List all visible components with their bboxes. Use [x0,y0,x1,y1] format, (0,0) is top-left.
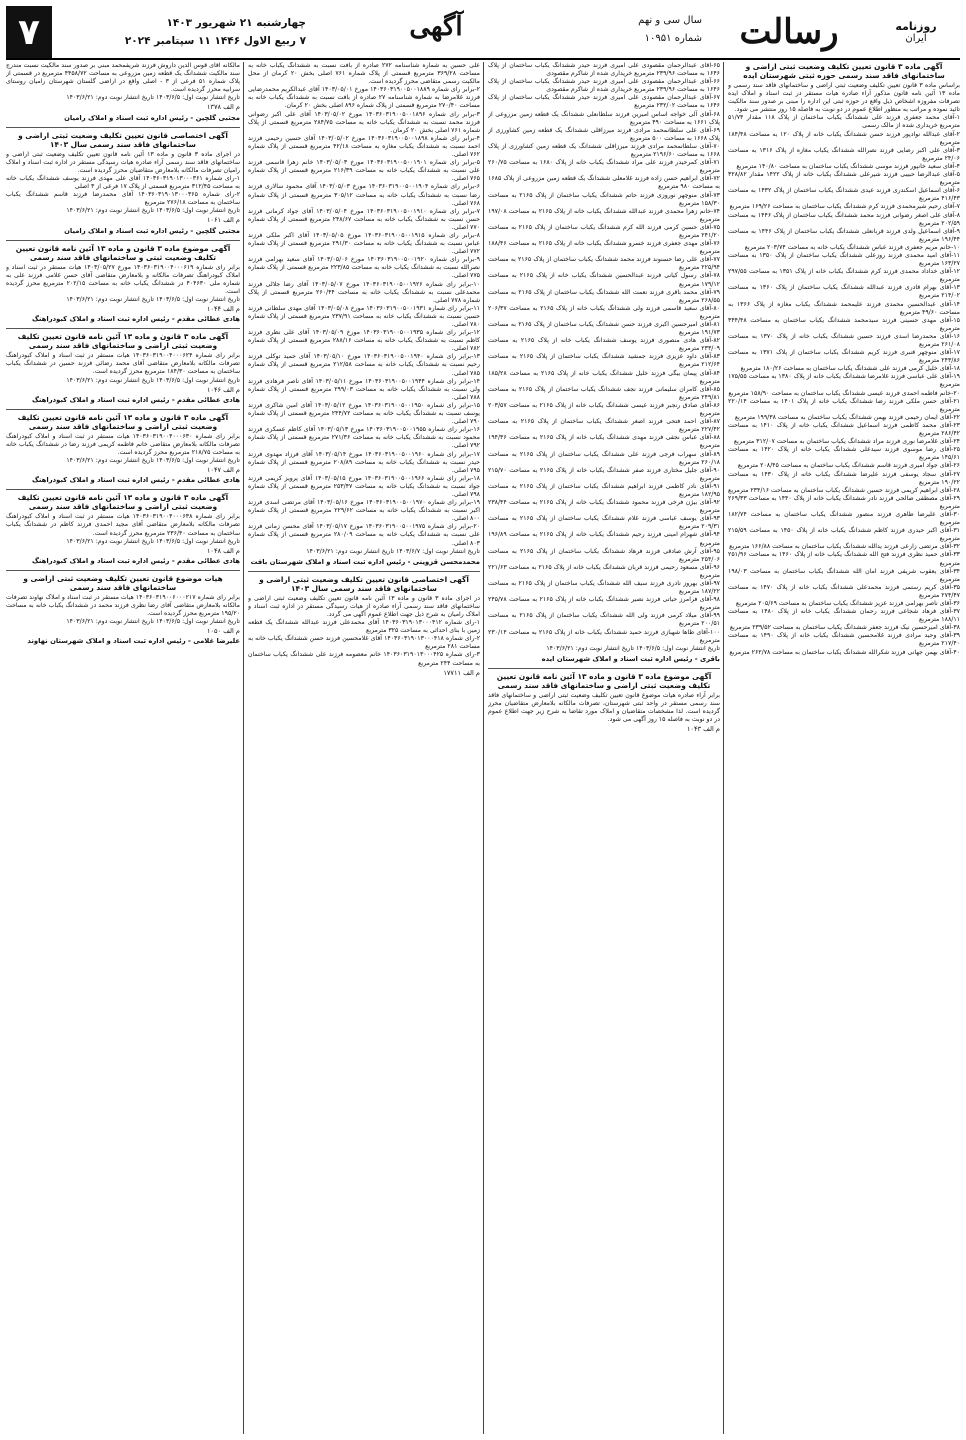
logo-line2: ایران [905,33,927,44]
list-item: ۳-رای شماره ۱۴۰۳۶۰۳۱۹۰۱۳۰۰۰۴۲۵ خانم معصومه فرزند علی ششدانگ یکباب ساختمان به مساحت ۲۴۴ مترمربع [248,651,480,667]
date-persian: چهارشنبه ۲۱ شهریور ۱۴۰۳ [166,17,306,29]
list-item: ۱۰-خانم مریم جعفری فرزند عباس ششدانگ یکباب خانه به مساحت ۲۰۳/۷۴ مترمربع [744,243,960,251]
ad-code: م الف ۱۰۴۶ [206,385,240,394]
divider [6,328,240,329]
ad-block [6,413,240,485]
column-1 [728,62,960,1434]
ad-body: در اجرای ماده ۳ قانون و ماده ۱۳ آئین نامه قانون تعیین تکلیف وضعیت ثبتی اراضی و ساختمانهای فاقد سند رسمی آراء صادره از هیات رسیدگی مستقر در اداره ثبت اسناد و املاک رامیان به شرح ذیل جهت اطلاع عموم آگهی می گردد. [248,594,480,618]
column-rule [483,62,484,1434]
list-item: ۷۵-آقای حسین کرمی فرزند الله کرم ششدانگ یکباب ساختمان از پلاک ۲۱۶۵ به مساحت ۲۴۱/۲۰ مترمربع [488,223,720,239]
list-item: ۸۹-آقای سهراب فرجی فرزند علی ششدانگ یکباب ساختمان از پلاک ۲۱۶۵ به مساحت ۲۶۰/۱۸ مترمربع [488,450,720,466]
entry-list [488,62,720,645]
list-item: ۱۵-برابر رای شماره ۱۴۰۳۶۰۳۱۹۰۰۵۰۰۱۹۵۰ مورخ ۱۴۰۳/۰۵/۱۲ آقای امین شاکری فرزند یوسف نسبت به ششدانگ یکباب خانه به مساحت ۲۴۴/۷۲ مترمربع قسمتی از پلاک شماره ۷۹۰ اصلی. [248,401,480,426]
column-4 [6,62,240,1434]
ad-body: مالکانه آقای قوس الدین داروش فرزند شریفمحمد مبنی بر صدور سند مالکیت نسبت مندرج سند مالکیت ششدانگ یک قطعه زمین مزروعی به مساحت ۴۴۵۸/۷۲ مترمربع در قسمتی از پلاک شماره ۵۱ فرعی از ۳ - اصلی واقع در اراضی گلستان شهرستان رامیان روستای سرابیه محرز گردیده است. [6,62,240,94]
list-item: ۹-آقای اسماعیل ولدی فرزند قربانعلی ششدانگ یکباب ساختمان از پلاک ۱۴۴۶ به مساحت ۱۹۶/۴۴ مترمربع [728,227,960,243]
list-item: ۲۰-خانم فاطمه احمدی فرزند عیسی ششدانگ یکباب ساختمان به مساحت ۱۵۸/۹۰ مترمربع [728,389,960,397]
section-title: آگهی [409,12,463,42]
ad-signature: هادی عطائی مقدم - رئیس اداره ثبت اسناد و املاک کبودراهنگ [31,556,240,565]
ad-title: آگهی ماده ۳ قانون و ماده ۱۳ آئین نامه قانون تعیین تکلیف وضعیت ثبتی اراضی و ساختمانهای فاقد سند رسمی [17,493,229,512]
list-item: ۲۷-آقای سجاد یوسفی فرزند علیرضا ششدانگ یکباب خانه از پلاک ۱۴۳۰ به مساحت ۱۹۰/۲۲ مترمربع [728,470,960,486]
ad-title: آگهی ماده ۳ قانون و ماده ۱۳ آئین نامه قانون تعیین تکلیف وضعیت ثبتی اراضی و ساختمانهای فاقد سند رسمی [17,332,229,351]
divider [6,240,240,241]
ad-title: هیات موضوع قانون تعیین تکلیف وضعیت ثبتی اراضی و ساختمانهای فاقد سند رسمی [23,573,223,592]
entry-list [6,175,240,207]
list-item: ۹۳-آقای یوسف عباسی فرزند غلام ششدانگ یکباب ساختمان از پلاک ۲۱۶۵ به مساحت ۲۰۹/۳۱ مترمربع [488,515,720,531]
list-item: ۸-برابر رای شماره ۱۴۰۳۶۰۳۱۹۰۰۵۰۰۱۹۱۵ مورخ ۱۴۰۳/۰۵/۰۵ آقای اکبر ملکی فرزند عباس نسبت به ششدانگ یکباب خانه به مساحت ۲۹۱/۳۰ مترمربع قسمتی از پلاک شماره ۷۷۲ اصلی. [248,231,480,256]
column-2 [488,62,720,1434]
page-number: ۷ [6,6,52,58]
list-item: ۸۶-آقای صادق رنجبر فرزند عیسی ششدانگ یکباب خانه از پلاک ۲۱۶۵ به مساحت ۲۰۳/۵۷ مترمربع [488,401,720,418]
entry-list [728,114,960,656]
list-item: ۷-آقای رحیم شیرمحمدی فرزند کرم ششدانگ یکباب ساختمان به مساحت ۱۶۹/۲۶ مترمربع [729,203,960,211]
list-item: ۲۰-برابر رای شماره ۱۴۰۳۶۰۳۱۹۰۰۵۰۰۱۹۷۵ مورخ ۱۴۰۳/۰۵/۱۷ آقای محسن زمانی فرزند علی نسبت به ششدانگ یکباب خانه به مساحت ۲۸۰/۰۹ مترمربع قسمتی از پلاک شماره ۸۰۳ اصلی. [248,523,480,547]
list-item: ۹-برابر رای شماره ۱۴۰۳۶۰۳۱۹۰۰۵۰۰۱۹۲۰ مورخ ۱۴۰۳/۰۵/۰۶ آقای سعید بهرامی فرزند نصرالله نسبت به ششدانگ یکباب خانه به مساحت ۲۲۳/۸۵ مترمربع قسمتی از پلاک شماره ۷۷۵ اصلی. [248,256,480,280]
list-item: ۱۸-برابر رای شماره ۱۴۰۳۶۰۳۱۹۰۰۵۰۰۱۹۶۶ مورخ ۱۴۰۳/۰۵/۱۵ آقای پرویز کریمی فرزند جواد نسبت به ششدانگ یکباب خانه به مساحت ۲۵۳/۴۷ مترمربع قسمتی از پلاک شماره ۷۹۸ اصلی. [248,474,480,498]
ad-signature: هادی عطائی مقدم - رئیس اداره ثبت اسناد و املاک کبودراهنگ [31,476,240,485]
ad-signature: محمدمحسن قزوینی - رئیس اداره ثبت اسناد و املاک شهرستان بافت [250,557,480,566]
list-item: ۱۹-برابر رای شماره ۱۴۰۳۶۰۳۱۹۰۰۵۰۰۱۹۷۰ مورخ ۱۴۰۳/۰۵/۱۶ آقای مرتضی اسدی فرزند اکبر نسبت به ششدانگ یکباب خانه به مساحت ۲۲۹/۶۲ مترمربع قسمتی از پلاک شماره ۸۰۰ اصلی. [248,499,480,523]
ad-block [488,672,720,733]
list-item: ۱-رای شماره ۱۴۰۳۶۰۳۱۹۰۱۳۰۰۰۳۶۱ آقای علی مهدی فرزند یوسف ششدانگ یکباب خانه به مساحت ۳۱۲/۴۵ مترمربع قسمتی از پلاک ۱۷ فرعی از ۳ اصلی [6,174,240,191]
ad-signature: علیرضا غلامی - رئیس اداره ثبت اسناد و املاک شهرستان نهاوند [27,637,240,646]
entry-list [248,619,480,668]
list-item: ۲۵-آقای رضا موسوی فرزند سیدعلی ششدانگ یکباب خانه از پلاک ۱۴۲۰ به مساحت ۱۴۵/۶۱ مترمربع [728,446,960,462]
list-item: ۸۲-آقای هادی منصوری فرزند یوسف ششدانگ یکباب خانه از پلاک ۲۱۶۵ به مساحت ۲۳۳/۰۹ مترمربع [488,337,720,353]
list-item: ۶۶-آقای عبدالرحمان مقصودی علی امیری فرزند حیدر ششدانگ یکباب ساختمان از پلاک ۱۶۴۶ به مساحت ۲۳۹/۹۶ مترمربع خریداری شده از شاکرم مقصودی [488,78,720,94]
list-item: ۷۶-آقای مهدی جعفری فرزند خسرو ششدانگ یکباب خانه از پلاک ۲۱۶۵ به مساحت ۱۸۸/۴۶ مترمربع [488,240,720,256]
ad-body: برابر آراء صادره هیات موضوع قانون تعیین تکلیف وضعیت ثبتی اراضی و ساختمانهای فاقد سند رسمی مستقر در واحد ثبتی شهرستان، تصرفات مالکانه بلامعارض متقاضیان محرز گردیده است. لذا مشخصات متقاضیان و املاک مورد تقاضا به شرح زیر جهت اطلاع عموم در دو نوبت به فاصله ۱۵ روز آگهی می شود. [488,691,720,724]
list-item: ۸۷-آقای احمد فتحی فرزند اصغر ششدانگ یکباب ساختمان از پلاک ۲۱۶۵ به مساحت ۲۲۷/۴۲ مترمربع [488,418,720,434]
list-item: ۹۰-آقای جلیل مختاری فرزند صفر ششدانگ یکباب خانه از پلاک ۲۱۶۵ به مساحت ۲۱۵/۷۰ مترمربع [488,466,720,482]
list-item: ۶-آقای اسماعیل اسکندری فرزند عیدی ششدانگ یکباب ساختمان از پلاک ۱۴۳۲ به مساحت ۴۱۶/۴۳ مترمربع [728,187,960,203]
list-item: ۸۵-آقای کامران سلیمانی فرزند نجف ششدانگ یکباب ساختمان از پلاک ۲۱۶۵ به مساحت ۲۴۹/۸۱ مترمربع [488,385,720,401]
ad-code: م الف ۱۰۵۰ [206,627,240,636]
list-item: ۲۲-آقای ایمان رحیمی فرزند بهمن ششدانگ یکباب ساختمان به مساحت ۱۹۹/۳۸ مترمربع [734,413,960,421]
ad-dates: تاریخ انتشار نوبت اول: ۱۴۰۳/۶/۵ تاریخ انتشار نوبت دوم: ۱۴۰۳/۶/۲۱ [66,376,240,384]
ad-dates: تاریخ انتشار نوبت اول: ۱۴۰۳/۶/۵ تاریخ انتشار نوبت دوم: ۱۴۰۳/۶/۲۱ [66,618,240,626]
list-item: ۲۹-آقای مصطفی صالحی فرزند نادر ششدانگ یکباب خانه از پلاک ۱۴۴۰ به مساحت ۲۶۹/۳۳ مترمربع [728,494,960,510]
list-item: ۱۲-برابر رای شماره ۱۴۰۳۶۰۳۱۹۰۰۵۰۰۱۹۳۵ مورخ ۱۴۰۳/۰۵/۰۹ آقای علی نظری فرزند کاظم نسبت به ششدانگ یکباب خانه به مساحت ۲۸۸/۱۶ مترمربع قسمتی از پلاک شماره ۷۸۲ اصلی. [248,329,480,353]
list-item: ۴۰-آقای بهمن جهانی فرزند شکرالله ششدانگ یکباب ساختمان به مساحت ۲۶۲/۷۸ مترمربع [729,648,960,656]
ad-block [488,62,720,663]
ad-body: برابر رای شماره ۱۴۰۳۶۰۳۱۹۰۰۴۰۰۰۶۱۹ مورخ ۱۴۰۳/۰۵/۲۷ هیات مستقر در ثبت اسناد و املاک کبودراهنگ تصرفات مالکانه و بلامعارض متقاضی آقای حسن غلامی فرزند علی به شماره ملی ۴۰۴۶۳۰ در ششدانگ یکباب خانه به مساحت ۲۰۲/۱۵ مترمربع محرز گردیده است. [6,263,240,295]
ad-code: م الف ۱۳۷۸ [206,103,240,112]
list-item: ۱۷-آقای منوچهر قنبری فرزند کریم ششدانگ یکباب ساختمان از پلاک ۱۳۷۱ به مساحت ۲۴۳/۸۶ مترمربع [728,349,960,365]
column-rule [723,62,724,1434]
list-item: ۸۱-آقای امیرحسین اکبری فرزند حسن ششدانگ یکباب ساختمان از پلاک ۲۱۶۵ به مساحت ۱۹۱/۷۳ مترمربع [488,321,720,337]
masthead-logo: رسالت [739,12,839,52]
issue-date [56,14,306,50]
ad-dates: تاریخ انتشار نوبت اول: ۱۴۰۳/۶/۵ تاریخ انتشار نوبت دوم: ۱۴۰۳/۶/۲۱ [66,457,240,465]
list-item: ۱۹-آقای علی عباسی فرزند غلامرضا ششدانگ یکباب خانه از پلاک ۱۳۸۰ به مساحت ۱۷۵/۵۵ مترمربع [728,373,960,389]
list-item: ۹۴-آقای شهرام امینی فرزند رحیم ششدانگ یکباب خانه از پلاک ۲۱۶۵ به مساحت ۱۹۶/۸۹ مترمربع [488,531,720,547]
ad-block [248,575,480,677]
ad-body: برابر رای شماره ۱۴۰۳۶۰۳۱۹۰۰۴۰۰۰۶۳۰ هیات مستقر در ثبت اسناد و املاک کبودراهنگ تصرفات مالکانه بلامعارض متقاضی خانم فاطمه کریمی فرزند رضا در ششدانگ یکباب خانه به مساحت ۲۱۸/۷۵ مترمربع محرز گردیده است. [6,432,240,456]
divider [6,409,240,410]
list-item: ۶۷-آقای عبدالرحمان مقصودی علی امیری فرزند حیدر ششدانگ یکباب ساختمان از پلاک ۱۶۴۶ به مساحت ۲۳۲/۰۲ مترمربع [488,94,720,110]
list-item: ۷۸-آقای رسول کیانی فرزند عبدالحسین ششدانگ یکباب خانه از پلاک ۲۱۶۵ به مساحت ۱۷۹/۱۲ مترمربع [488,272,720,288]
list-item: ۱۶-آقای محمدرضا اسدی فرزند حسین ششدانگ یکباب خانه از پلاک ۱۳۷۰ به مساحت ۲۶۱/۰۸ مترمربع [728,332,960,348]
date-hijri-gregorian: ۷ ربیع الاول ۱۴۴۶ ۱۱ سپتامبر ۲۰۲۴ [124,35,306,47]
ad-code: م الف ۱۰۴۴ [206,305,240,314]
page-header [6,6,960,60]
ad-body: برابر رای شماره ۱۴۰۳۶۰۳۱۹۰۰۴۰۰۰۶۲۴ هیات مستقر در ثبت اسناد و املاک کبودراهنگ تصرفات مالکانه بلامعارض متقاضی آقای محمد رضائی فرزند حسین در ششدانگ یکباب ساختمان به مساحت ۱۸۴/۳۰ مترمربع محرز گردیده است. [6,352,240,376]
list-item: ۳۵-آقای کریم رستمی فرزند محمدعلی ششدانگ یکباب خانه از پلاک ۱۴۷۰ به مساحت ۲۷۴/۴۷ مترمربع [728,583,960,599]
list-item: ۱-رای شماره ۱۴۰۳۶۰۳۱۹۰۱۳۰۰۰۴۱۲ آقای محمدعلی فرزند عبدالله ششدانگ یک قطعه زمین با بنای احداثی به مساحت ۳۲۵ مترمربع [248,619,480,635]
list-item: ۳-آقای علی اکبر رضایی فرزند نصرالله ششدانگ یکباب مغازه از پلاک ۱۳۱۶ به مساحت ۲۴/۰۶ مترمربع [728,146,960,162]
list-item: ۹۵-آقای آرش صادقی فرزند فرهاد ششدانگ یکباب ساختمان از پلاک ۲۱۶۵ به مساحت ۲۵۴/۰۶ مترمربع [488,547,720,563]
list-item: ۲۳-آقای محمد کاظمی فرزند اسماعیل ششدانگ یکباب خانه از پلاک ۱۴۱۰ به مساحت ۲۸۶/۴۲ مترمربع [728,421,960,438]
ad-intro: براساس ماده ۳ قانون تعیین تکلیف وضعیت ثبتی اراضی و ساختمانهای فاقد سند رسمی و ماده ۱۳ آئین نامه قانون مذکور آراء صادره هیات مستقر در ثبت اسناد و املاک ایده تصرفات مفروزه اشخاص ذیل واقع در حوزه ثبتی این اداره را مبنی بر صدور سند مالکیت تائید نموده و مراتب به منظور اطلاع عموم در دو نوبت به فاصله ۱۵ روز منتشر می شود. [728,82,960,114]
list-item: ۷۳-آقای منوچهر نوروزی فرزند حاتم ششدانگ یکباب ساختمان از پلاک ۲۱۶۵ به مساحت ۱۵۸/۳۰ مترمربع [488,191,720,207]
list-item: ۹۱-آقای نادر کاظمی فرزند ابراهیم ششدانگ یکباب ساختمان از پلاک ۲۱۶۵ به مساحت ۱۸۲/۹۵ مترمربع [488,482,720,498]
divider [488,668,720,669]
ad-signature: باقری - رئیس اداره ثبت اسناد و املاک شهرستان ایده [541,654,720,663]
divider [6,570,240,571]
ad-title: آگهی موضوع ماده ۳ قانون و ماده ۱۳ آئین نامه قانون تعیین تکلیف وضعیت ثبتی اراضی و ساختمانهای فاقد سند رسمی [496,671,712,690]
list-item: ۴-برابر رای شماره ۱۴۰۳۶۰۳۱۹۰۰۵۰۰۱۸۹۸ مورخ ۱۴۰۳/۰۵/۰۲ آقای حسین رحیمی فرزند احمد نسبت به ششدانگ یکباب مغازه به مساحت ۴۲/۱۸ مترمربع قسمتی از پلاک شماره ۷۶۲ اصلی. [248,134,480,159]
ad-title: آگهی اختصاصی قانون تعیین تکلیف وضعیت ثبتی اراضی و ساختمانهای فاقد سند رسمی سال ۱۴۰۳ [18,130,228,149]
ad-code: م الف ۱۰۴۸ [206,546,240,555]
ad-dates: تاریخ انتشار نوبت اول: ۱۴۰۳/۶/۷ تاریخ انتشار نوبت دوم: ۱۴۰۳/۶/۲۱ [306,547,480,555]
list-item: ۱۷-برابر رای شماره ۱۴۰۳۶۰۳۱۹۰۰۵۰۰۱۹۶۰ مورخ ۱۴۰۳/۰۵/۱۴ آقای فرزاد مهدوی فرزند حیدر نسبت به ششدانگ یکباب خانه به مساحت ۲۰۸/۸۹ مترمربع قسمتی از پلاک شماره ۷۹۵ اصلی. [248,450,480,474]
list-item: ۱۶-برابر رای شماره ۱۴۰۳۶۰۳۱۹۰۰۵۰۰۱۹۵۵ مورخ ۱۴۰۳/۰۵/۱۳ آقای کاظم عسکری فرزند محمود نسبت به ششدانگ یکباب خانه به مساحت ۲۷۱/۳۶ مترمربع قسمتی از پلاک شماره ۷۹۲ اصلی. [248,426,480,450]
list-item: ۲۸-آقای ابراهیم کریمی فرزند حسین ششدانگ یکباب ساختمان به مساحت ۲۳۴/۱۶ مترمربع [728,486,960,494]
list-item: ۲-برابر رای شماره ۱۴۰۳۶۰۳۱۹۰۰۵۰۰۱۸۸۹ مورخ ۱۴۰۳/۰۵/۰۱ آقای عبدالکریم محمدرضایی فرزند غلامرضا به شماره شناسنامه ۲۷ صادره از بافت نسبت به ششدانگ یکباب خانه به مساحت ۲۷۰/۴۰ مترمربع قسمتی از پلاک شماره ۸۹۶ اصلی بخش ۲۰ کرمان. [248,86,480,110]
list-item: ۳۱-آقای اکبر حیدری فرزند کاظم ششدانگ یکباب خانه از پلاک ۱۴۵۰ به مساحت ۲۱۵/۵۹ مترمربع [728,527,960,543]
list-item: ۳-برابر رای شماره ۱۴۰۳۶۰۳۱۹۰۰۵۰۰۱۸۹۶ مورخ ۱۴۰۳/۰۵/۰۲ آقای علی اکبر رضوانی فرزند محمد نسبت به ششدانگ یکباب خانه به مساحت ۲۸۴/۷۵ مترمربع قسمتی از پلاک شماره ۷۶۱ اصلی بخش ۲۰ کرمان. [248,110,480,134]
column-rule [243,62,244,1434]
list-item: ۵-آقای عبدالرضا حبیبی فرزند شیرعلی ششدانگ یکباب خانه از پلاک ۱۴۲۲ مقدار ۳۲۸/۸۲ مترمربع [728,171,960,187]
list-item: ۱۸-آقای خلیل کرمی فرزند علی ششدانگ یکباب ساختمان به مساحت ۱۸۰/۲۶ مترمربع [740,365,960,373]
list-item: ۱۲-آقای خداداد محمدی فرزند کرم ششدانگ یکباب خانه از پلاک ۱۳۵۱ به مساحت ۲۹۷/۵۵ مترمربع [728,268,960,284]
ad-body: برابر رای شماره ۱۴۰۳۶۰۳۱۹۰۰۴۰۰۰۶۳۸ هیات مستقر در ثبت اسناد و املاک کبودراهنگ تصرفات مالکانه بلامعارض متقاضی آقای مجید احمدی فرزند کاظم در ششدانگ یکباب ساختمان به مساحت ۲۳۶/۴۰ مترمربع محرز گردیده است. [6,513,240,537]
list-item: ۳۴-آقای یعقوب شریفی فرزند امان الله ششدانگ یکباب ساختمان به مساحت ۱۹۸/۰۳ مترمربع [728,567,960,583]
list-item: ۶۸-آقای آلی خواجه اساس امیرین فرزند سلطانعلی ششدانگ یک قطعه زمین مزروعی از پلاک ۱۶۶۱ به مساحت ۴۹۰ مترمربع [488,110,720,126]
list-item: ۲-آقای عبدالله نوادپور فرزند حسن ششدانگ یکباب خانه از پلاک ۱۲۰ به مساحت ۱۸۴/۴۸ مترمربع [728,130,960,146]
list-item: ۳۹-آقای وحید مرادی فرزند غلامحسین ششدانگ یکباب خانه از پلاک ۱۴۹۰ به مساحت ۲۱۷/۴۰ مترمربع [728,632,960,648]
list-item: ۹۸-آقای فرامرز حیاتی فرزند نصیر ششدانگ یکباب خانه از پلاک ۲۱۶۵ به مساحت ۲۴۵/۷۸ مترمربع [488,596,720,612]
list-item: ۷۴-خانم زهرا محمدی فرزند عبدالله ششدانگ یکباب خانه از پلاک ۲۱۶۵ به مساحت ۱۹۷/۰۸ مترمربع [488,207,720,223]
list-item: ۸۰-آقای سعید قاسمی فرزند ولی ششدانگ یکباب خانه از پلاک ۲۱۶۵ به مساحت ۲۰۶/۳۷ مترمربع [488,304,720,320]
list-item: ۳۲-آقای مرتضی زارعی فرزند یدالله ششدانگ یکباب ساختمان به مساحت ۱۶۶/۸۸ مترمربع [729,543,960,551]
ad-title: آگهی ماده ۳ قانون تعیین تکلیف وضعیت ثبتی اراضی و ساختمانهای فاقد سند رسمی حوزه ثبتی شهرستان ایده [743,62,945,80]
list-item: ۷۷-آقای علی رضا حسنوند فرزند محمد ششدانگ یکباب ساختمان از پلاک ۲۱۶۵ به مساحت ۲۲۵/۹۴ مترمربع [488,256,720,272]
list-item: ۱۱-آقای امید محمدی فرزند روزعلی ششدانگ یکباب ساختمان از پلاک ۱۳۵۰ به مساحت ۱۶۳/۲۷ مترمربع [728,251,960,268]
ad-block [6,574,240,646]
list-item: ۷۰-آقای سلطانمحمد مرادی فرزند میرزاقلی ششدانگ یک قطعه زمین کشاورزی از پلاک ۱۶۶۸ به مساحت ۲۱۹۶/۶۰ مترمربع [488,142,720,159]
list-item: ۸۳-آقای داود عزیزی فرزند جمشید ششدانگ یکباب ساختمان از پلاک ۲۱۶۵ به مساحت ۲۱۲/۶۴ مترمربع [488,353,720,369]
ad-code: م الف ۱۷۷۱۱ [443,668,480,677]
list-item: ۱۰-برابر رای شماره ۱۴۰۳۶۰۳۱۹۰۰۵۰۰۱۹۲۶ مورخ ۱۴۰۳/۰۵/۰۷ آقای رضا جلالی فرزند محمدعلی نسبت به ششدانگ یکباب خانه به مساحت ۲۶۰/۴۴ مترمربع قسمتی از پلاک شماره ۷۷۸ اصلی. [248,280,480,304]
ad-block [6,493,240,565]
list-item: ۱۱-برابر رای شماره ۱۴۰۳۶۰۳۱۹۰۰۵۰۰۱۹۳۱ مورخ ۱۴۰۳/۰۵/۰۸ آقای مهدی سلطانی فرزند حسین نسبت به ششدانگ یکباب خانه به مساحت ۲۳۷/۹۱ مترمربع قسمتی از پلاک شماره ۷۸۰ اصلی. [248,304,480,328]
list-item: ۹۷-آقای بهروز نادری فرزند سیف الله ششدانگ یکباب ساختمان از پلاک ۲۱۶۵ به مساحت ۱۸۷/۲۲ مترمربع [488,580,720,596]
list-item: علی حسین به شماره شناسنامه ۲۷۲ صادره از بافت نسبت به ششدانگ یکباب خانه به مساحت ۳۶۹/۲۸ مترمربع قسمتی از پلاک شماره ۷۶۱ اصلی بخش ۲۰ کرمان از محل مالکیت رسمی متقاضی محرز گردیده است. [248,62,480,86]
ad-block [728,62,960,657]
list-item: ۸۴-آقای پیمان بیگی فرزند خلیل ششدانگ یکباب خانه از پلاک ۲۱۶۵ به مساحت ۱۸۵/۲۸ مترمربع [488,369,720,385]
ad-block [6,131,240,235]
list-item: ۲۱-آقای حسن ملکی فرزند رضا ششدانگ یکباب خانه از پلاک ۱۴۰۱ به مساحت ۲۲۰/۱۴ مترمربع [728,397,960,413]
ad-dates: تاریخ انتشار نوبت اول: ۱۴۰۳/۶/۵ تاریخ انتشار نوبت دوم: ۱۴۰۳/۶/۲۱ [66,537,240,545]
list-item: ۱-آقای محمد جعفری فرزند علی ششدانگ یکباب ساختمان از پلاک ۱۱۸ مقدار ۵۱/۷۴ مترمربع خریداری شده از مالک رسمی [728,114,960,130]
ad-title: آگهی موضوع ماده ۳ قانون و ماده ۱۳ آئین نامه قانون تعیین تکلیف وضعیت ثبتی و ساختمانهای فاقد سند رسمی [15,243,231,262]
list-item: ۴-آقای سعید خانپور فرزند موسی ششدانگ یکباب ساختمان به مساحت ۱۴۰/۸۰ مترمربع [736,162,960,170]
list-item: ۲۶-آقای جواد امیری فرزند قاسم ششدانگ یکباب ساختمان به مساحت ۲۰۸/۴۵ مترمربع [737,462,960,470]
list-item: ۸-آقای علی اصغر رضوانی فرزند محمد ششدانگ یکباب ساختمان از پلاک ۱۴۴۶ به مساحت ۲۰۲/۵۹ مترمربع [728,211,960,227]
ad-block [6,244,240,324]
list-item: ۳۰-آقای علیرضا طاهری فرزند منصور ششدانگ یکباب ساختمان به مساحت ۱۸۲/۷۴ مترمربع [728,510,960,527]
newspaper-tag [872,6,960,58]
list-item: ۱۴-آقای عبدالحسین محمدی فرزند علیمحمد ششدانگ یکباب مغازه از پلاک ۱۳۶۶ به مساحت ۴۹/۶۰ مترمربع [728,300,960,316]
list-item: ۳۷-آقای فرهاد شجاعی فرزند رحمان ششدانگ یکباب خانه از پلاک ۱۴۸۰ به مساحت ۱۸۸/۱۱ مترمربع [728,608,960,624]
divider [248,571,480,572]
list-item: ۱۰۰-آقای طاها شهبازی فرزند حمید ششدانگ یکباب خانه از پلاک ۲۱۶۵ به مساحت ۲۳۰/۱۴ مترمربع [488,628,720,644]
column-3 [248,62,480,1434]
list-item: ۹۲-آقای بیژن فرخی فرزند محمود ششدانگ یکباب خانه از پلاک ۲۱۶۵ به مساحت ۲۳۸/۴۴ مترمربع [488,499,720,515]
list-item: ۳۸-آقای امیرحسین نیک فرزند جعفر ششدانگ یکباب ساختمان به مساحت ۲۳۹/۵۲ مترمربع [729,624,960,632]
divider [6,489,240,490]
ad-dates: تاریخ انتشار نوبت اول: ۱۴۰۳/۶/۵ تاریخ انتشار نوبت دوم: ۱۴۰۳/۶/۲۱ [66,295,240,303]
list-item: ۱۳-آقای بهرام قادری فرزند عبدالله ششدانگ یکباب ساختمان از پلاک ۱۳۶۰ به مساحت ۲۱۴/۰۲ مترمربع [728,284,960,300]
ad-signature: مجتبی گلچین - رئیس اداره ثبت اسناد و املاک رامیان [64,226,240,235]
list-item: ۳۶-آقای ناصر بهرامی فرزند عزیز ششدانگ یکباب ساختمان به مساحت ۲۰۵/۶۹ مترمربع [735,600,960,607]
list-item: ۷۲-آقای ابراهیم حسن زاده فرزند غلامعلی ششدانگ یک قطعه زمین مزروعی از پلاک ۱۶۸۵ به مساحت ۹۸۰ مترمربع [488,175,720,191]
list-item: ۶-برابر رای شماره ۱۴۰۳۶۰۳۱۹۰۰۵۰۰۱۹۰۴ مورخ ۱۴۰۳/۰۵/۰۳ آقای محمود سالاری فرزند رضا نسبت به ششدانگ یکباب خانه به مساحت ۳۰۵/۱۲ مترمربع قسمتی از پلاک شماره ۷۶۸ اصلی. [248,183,480,207]
list-item: ۵-برابر رای شماره ۱۴۰۳۶۰۳۱۹۰۰۵۰۰۱۹۰۱ مورخ ۱۴۰۳/۰۵/۰۳ خانم زهرا قاسمی فرزند علی نسبت به ششدانگ یکباب خانه به مساحت ۲۱۶/۳۹ مترمربع قسمتی از پلاک شماره ۷۶۵ اصلی. [248,159,480,183]
logo-line1: روزنامه [895,20,937,33]
ad-body: برابر رای شماره ۱۴۰۳۶۰۳۱۹۰۰۶۰۰۰۲۱۷ هیات مستقر در ثبت اسناد و املاک نهاوند تصرفات مالکانه بلامعارض متقاضی آقای رضا نظری فرزند محمد در ششدانگ یکباب خانه به مساحت ۱۹۵/۲۰ مترمربع محرز گردیده است. [6,593,240,618]
ad-dates: تاریخ انتشار نوبت اول: ۱۴۰۳/۶/۵ تاریخ انتشار نوبت دوم: ۱۴۰۳/۶/۲۱ [546,644,720,652]
list-item: ۱۴-برابر رای شماره ۱۴۰۳۶۰۳۱۹۰۰۵۰۰۱۹۴۴ مورخ ۱۴۰۳/۰۵/۱۱ آقای ناصر فرهادی فرزند ولی نسبت به ششدانگ یکباب خانه به مساحت ۲۹۹/۰۳ مترمربع قسمتی از پلاک شماره ۷۸۸ اصلی. [248,377,480,401]
ad-title: آگهی اختصاصی قانون تعیین تکلیف وضعیت ثبتی اراضی و ساختمانهای فاقد سند رسمی سال ۱۴۰۳ [259,574,469,593]
list-item: ۹۶-آقای مسعود رحیمی فرزند قربان ششدانگ یکباب خانه از پلاک ۲۱۶۵ به مساحت ۲۲۱/۶۳ مترمربع [488,563,720,579]
ad-block [248,62,480,566]
ad-code: م الف ۱۰۴۷ [206,466,240,475]
list-item: ۱۵-آقای مهدی حسینی فرزند سیدمحمد ششدانگ یکباب ساختمان به مساحت ۳۴۴/۴۸ مترمربع [728,316,960,332]
list-item: ۶۵-آقای عبدالرحمان مقصودی علی امیری فرزند حیدر ششدانگ یکباب ساختمان از پلاک ۱۶۴۶ به مساحت ۲۳۹/۹۶ مترمربع خریداری شده از شاکرم مقصودی [488,62,720,78]
list-item: ۷-برابر رای شماره ۱۴۰۳۶۰۳۱۹۰۰۵۰۰۱۹۱۰ مورخ ۱۴۰۳/۰۵/۰۴ آقای جواد کرمانی فرزند حسن نسبت به ششدانگ یکباب خانه به مساحت ۲۴۸/۶۷ مترمربع قسمتی از پلاک شماره ۷۷۰ اصلی. [248,207,480,231]
ad-signature: هادی عطائی مقدم - رئیس اداره ثبت اسناد و املاک کبودراهنگ [31,395,240,404]
issue-year: سال سی و نهم [638,15,702,26]
ad-code: م الف ۱۰۴۳ [686,725,720,734]
ad-signature: مجتبی گلچین - رئیس اداره ثبت اسناد و املاک رامیان [64,113,240,122]
issue-number: شماره ۱۰۹۵۱ [644,33,702,44]
ad-code: م الف ۱۰۶۱ [206,216,240,225]
list-item: ۲-رای شماره ۱۴۰۳۶۰۳۱۹۰۱۳۰۰۰۳۶۵ آقای محمدرضا فرزند قاسم ششدانگ یکباب ساختمان به مساحت ۲۷۶/۱۸ مترمربع [6,191,240,207]
newspaper-page [6,6,960,1434]
ad-dates: تاریخ انتشار نوبت اول: ۱۴۰۳/۶/۵ تاریخ انتشار نوبت دوم: ۱۴۰۳/۶/۲۱ [66,94,240,102]
list-item: ۸۸-آقای عباس نجفی فرزند مهدی ششدانگ یکباب خانه از پلاک ۲۱۶۵ به مساحت ۱۹۴/۳۶ مترمربع [488,434,720,450]
divider [6,127,240,128]
list-item: ۷۱-آقای کمرحیدر فرزند علی مراد ششدانگ یکباب خانه از پلاک ۱۶۸۰ به مساحت ۲۶۰/۷۵ مترمربع [488,159,720,175]
ad-title: آگهی ماده ۳ قانون و ماده ۱۳ آئین نامه قانون تعیین تکلیف وضعیت ثبتی اراضی و ساختمانهای فاقد سند رسمی [17,412,229,431]
list-item: ۹۹-آقای میلاد کرمی فرزند ولی الله ششدانگ یکباب ساختمان از پلاک ۲۱۶۵ به مساحت ۲۰۰/۵۱ مترمربع [488,612,720,628]
list-item: ۱۳-برابر رای شماره ۱۴۰۳۶۰۳۱۹۰۰۵۰۰۱۹۴۰ مورخ ۱۴۰۳/۰۵/۱۰ آقای حمید توکلی فرزند رحیم نسبت به ششدانگ یکباب خانه به مساحت ۲۱۲/۵۸ مترمربع قسمتی از پلاک شماره ۷۸۵ اصلی. [248,353,480,377]
list-item: ۶۹-آقای علی سلطانمحمد مرادی فرزند میرزاقلی ششدانگ یک قطعه زمین کشاورزی از پلاک ۱۶۶۸ به مساحت ۵۰۰ مترمربع [488,126,720,142]
ad-block [6,332,240,404]
entry-list [248,62,480,548]
ad-dates: تاریخ انتشار نوبت اول: ۱۴۰۳/۶/۵ تاریخ انتشار نوبت دوم: ۱۴۰۳/۶/۲۱ [66,207,240,215]
issue-meta [562,12,702,48]
list-item: ۲-رای شماره ۱۴۰۳۶۰۳۱۹۰۱۳۰۰۰۴۱۸ آقای غلامحسین فرزند حسن ششدانگ یکباب خانه به مساحت ۲۸۱ مترمربع [248,635,480,651]
ad-signature: هادی عطائی مقدم - رئیس اداره ثبت اسناد و املاک کبودراهنگ [31,315,240,324]
list-item: ۳۳-آقای حمید نظری فرزند فتح الله ششدانگ یکباب خانه از پلاک ۱۴۶۰ به مساحت ۲۵۱/۹۶ مترمربع [728,551,960,567]
list-item: ۷۹-آقای محمد باقری فرزند نعمت الله ششدانگ یکباب ساختمان از پلاک ۲۱۶۵ به مساحت ۲۶۸/۵۵ مترمربع [488,288,720,304]
ad-block [6,62,240,122]
list-item: ۲۴-آقای غلامرضا نوری فرزند مراد ششدانگ یکباب ساختمان به مساحت ۳۱۲/۰۷ مترمربع [733,438,960,446]
ad-body: در اجرای ماده ۳ قانون و ماده ۱۳ آئین نامه قانون تعیین تکلیف وضعیت ثبتی اراضی و ساختمانهای فاقد سند رسمی آراء صادره هیات رسیدگی مستقر در اداره ثبت اسناد و املاک رامیان تصرفات مالکانه بلامعارض متقاضیان محرز گردیده است. [6,150,240,174]
